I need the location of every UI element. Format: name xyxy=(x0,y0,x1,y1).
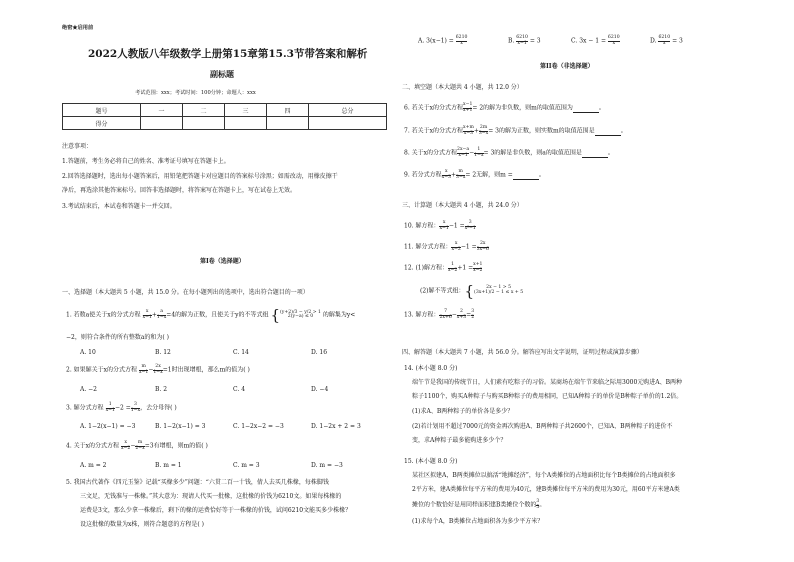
q14-line-d: (2)若计划用不超过7000元的资金再次购进A、B两种粽子共2600个，已知A、B两种粽子的进价不 xyxy=(412,423,673,430)
q15-text-c: 摊位的个数恰好是用同样面积建B类摊位个数的 xyxy=(412,501,537,509)
question-13: 13. 解方程： $\frac{7}{2x+6}$ − $\frac{2}{x+3}$ = $\frac{3}{2}$ xyxy=(404,309,475,320)
exam-info: 考试范围：xxx；考试时间：100分钟；命题人：xxx xyxy=(135,90,256,96)
note-2b: 净后，再选涂其他答案标号。回答非选择题时，将答案写在答题卡上，写在试卷上无效。 xyxy=(62,187,297,194)
question-8: 8. 关于x的分式方程 $\frac{2x-a}{x-1}$ − $\frac{1}{1-x}$ = 3的解是非负数，则a的取值范围是 。 xyxy=(404,147,614,158)
q5-line-d: 设这批椽的数量为x株，则符合题意的方程是( ) xyxy=(80,521,204,528)
q5-option-d[interactable] xyxy=(650,36,683,46)
q14-line-a: 端午节是我国的传统节日，人们素有吃粽子的习俗。某商场在端午节来临之际用3000元购进A、B两种 xyxy=(412,379,683,386)
fraction xyxy=(456,36,468,46)
fraction: $\frac{2}{x+3}$ xyxy=(456,309,467,320)
q7-text-a: 7. 若关于x的分式方程 xyxy=(404,127,464,135)
q14-line-c: (1)求A、B两种粽子的单价各是多少？ xyxy=(412,408,514,415)
brace-icon: { xyxy=(464,282,475,300)
score-value-cell[interactable] xyxy=(140,117,182,130)
solve-heading: 四、解答题（本大题共 7 小题，共 56.0 分。解答应写出文字说明，证明过程或演算步骤） xyxy=(402,349,643,356)
q10-text: 10. 解方程： xyxy=(404,222,440,230)
q5-option-d-suffix: = 3 xyxy=(672,37,683,45)
q4-text-a: 4. 关于x的分式方程 xyxy=(66,442,120,450)
fraction: $\frac{3}{\text{x²−1}}$ xyxy=(464,220,476,231)
q5-option-d-label: D. xyxy=(650,37,657,45)
score-header-cell: 二 xyxy=(182,104,224,117)
q1-text-c: 的解集为y< xyxy=(322,311,356,319)
fraction: $\frac{x+m}{x-3}$ xyxy=(463,125,474,136)
question-6: 6. 若关于x的分式方程 $\frac{x-1}{x+1}$ = 2的解为非负数，则m的取值范围为 。 xyxy=(404,102,605,113)
q4-option-a[interactable]: A. m = 2 xyxy=(80,462,107,469)
fraction: $\frac{1}{1-x}$ xyxy=(474,147,484,158)
q3-option-d[interactable]: D. 1−2x + 2 = 3 xyxy=(311,423,361,430)
q15-line-a: 某社区拟建A，B两类摊位以搞活“地摊经济”，每个A类摊位的占地面积比每个B类摊位的占地面积多 xyxy=(412,472,676,479)
fraction: $\frac{3}{1-x}$ xyxy=(130,402,141,413)
fraction: $\frac{x+1}{x-2}$ xyxy=(473,262,483,273)
fraction: $\frac{2x}{1-x}$ xyxy=(153,364,163,375)
q14-title: 14. (本小题 8.0 分) xyxy=(404,365,458,372)
q4-option-b[interactable]: B. m = 1 xyxy=(155,462,182,469)
q5-line-c: 运费是3文，那么少拿一株椽后，剩下的椽的运费恰好等于一株椽的价钱，试问6210文能买多少株椽？ xyxy=(80,507,352,514)
question-10: 10. 解方程： $\frac{x}{x-1}$ −1 = $\frac{3}{\text{x²−1}}$ xyxy=(404,220,476,231)
q4-option-c[interactable]: C. m = 3 xyxy=(233,462,260,469)
q3-option-b[interactable]: B. 1−2(x−1) = 3 xyxy=(155,423,206,430)
q1-text-b: =4的解为正数，且使关于y的不等式组 xyxy=(166,311,269,319)
q5-option-c-label: C. 3x − 1 = xyxy=(571,37,606,45)
score-header-row xyxy=(63,104,387,117)
score-header-cell: 总分 xyxy=(309,104,387,117)
fraction-den: x xyxy=(456,41,468,47)
question-11: 11. 解分式方程： $\frac{x}{x-2}$ −1 = $\frac{2x}{3x-6}$ xyxy=(404,241,489,252)
fraction-num: 6210 xyxy=(658,35,671,40)
fraction-num: 6210 xyxy=(516,35,528,40)
question-1: 1. 若数a使关于x的分式方程 $\frac{x}{x-1}$ + $\frac{a}{1-x}$ =4的解为正数，且使关于y的不等式组 { (y+2)/3 − y/2 > 1 2(y−a) ≤ 0 的解集为y< xyxy=(66,306,356,325)
q12b-text: (2)解不等式组： xyxy=(420,287,465,295)
q1-option-c[interactable]: C. 14 xyxy=(233,349,249,356)
q7-text-b: = 3的解为正数，则实数m的取值范围是 xyxy=(488,127,595,135)
page-title: 2022人教版八年级数学上册第15章第15.3节带答案和解析 xyxy=(88,48,368,60)
fraction: $\frac{3}{2}$ xyxy=(471,309,475,320)
q2-option-a[interactable]: A. −2 xyxy=(80,386,97,393)
question-12b xyxy=(420,282,524,300)
score-value-cell[interactable] xyxy=(267,117,309,130)
q13-text: 13. 解方程： xyxy=(404,311,440,319)
score-header-cell: 一 xyxy=(140,104,182,117)
secret-label: 绝密★启用前 xyxy=(62,25,94,31)
brace-icon: { xyxy=(270,306,281,325)
question-9: 9. 若分式方程 $\frac{x}{x-3}$ + $\frac{m}{3-x}$ = 2无解，则m = 。 xyxy=(404,169,545,180)
page-subtitle: 副标题 xyxy=(210,69,234,79)
fraction-den: x xyxy=(658,41,670,47)
fraction: $\frac{a}{1-x}$ xyxy=(156,309,167,320)
question-12a: 12. (1)解方程： $\frac{1}{x-2}$ +1 = $\frac{x+1}{x-2}$ xyxy=(404,262,483,273)
q2-text-b: =1时出现增根，那么m的值为( ) xyxy=(162,366,250,374)
fraction: $\frac{2x}{3x-6}$ xyxy=(476,241,489,252)
fraction: $\frac{2m}{3-x}$ xyxy=(478,125,489,136)
section2-title: 第II卷（非选择题） xyxy=(540,63,594,70)
note-1: 1.答题前，考生务必将自己的姓名、准考证号填写在答题卡上。 xyxy=(62,158,230,165)
fraction xyxy=(516,36,528,46)
inequality-system: (y+2)/3 − y/2 > 1 2(y−a) ≤ 0 xyxy=(280,309,321,320)
q1-option-a[interactable]: A. 10 xyxy=(80,349,96,356)
q5-option-b[interactable] xyxy=(508,36,541,46)
q5-option-a-label: A. 3(x−1) = xyxy=(418,37,454,45)
inequality-system: 2x − 1 > 5 (3x+1)/2 − 1 ≤ x + 5 xyxy=(474,285,524,295)
note-2a: 2.回答选择题时，选出每小题答案后，用铅笔把答题卡对应题目的答案标号涂黑；如需改动，用橡皮擦干 xyxy=(62,173,338,180)
q2-option-b[interactable]: B. 2 xyxy=(155,386,168,393)
calc-heading: 三、计算题（本大题共 4 小题，共 24.0 分） xyxy=(402,202,523,209)
q15-line-b: 2平方米，建A类摊位每平方米的费用为40元，建B类摊位每平方米的费用为30元，用60平方米建A类 xyxy=(412,486,680,493)
q12a-text: 12. (1)解方程： xyxy=(404,264,448,272)
fraction: $\frac{x}{x-2}$ xyxy=(120,440,131,451)
q1-option-d[interactable]: D. 16 xyxy=(311,349,328,356)
q15-line-d: (1)求每个A，B类摊位占地面积各为多少平方米？ xyxy=(412,518,544,525)
notes-label: 注意事项： xyxy=(62,143,93,150)
q9-text-b: = 2无解，则m = xyxy=(465,171,513,179)
score-header-cell: 题号 xyxy=(63,104,141,117)
q14-line-b: 粽子1100个，购买A种粽子与购买B种粽子的费用相同，已知A种粽子的单价是B种粽子单价的1.2倍。 xyxy=(412,393,683,400)
q2-option-c[interactable]: C. 4 xyxy=(233,386,246,393)
fraction-num: 6210 xyxy=(607,35,620,40)
fraction: $\frac{m}{x-1}$ xyxy=(138,364,149,375)
note-3: 3.考试结束后，本试卷和答题卡一并交回。 xyxy=(62,203,176,210)
question-2: 2. 如果解关于x的分式方程 $\frac{m}{x-1}$ − $\frac{2x}{1-x}$ =1时出现增根，那么m的值为( ) xyxy=(66,364,250,375)
fraction: $\frac{1}{x-2}$ xyxy=(447,262,458,273)
fraction: $\frac{m}{3-x}$ xyxy=(456,169,466,180)
q14-line-e: 变，求A种粽子最多能购进多少个？ xyxy=(412,437,507,444)
score-value-cell[interactable] xyxy=(309,117,387,130)
fraction-num: 6210 xyxy=(455,35,468,40)
fraction: $\frac{x}{x-3}$ xyxy=(441,169,452,180)
section1-heading: 一、选择题（本大题共 5 小题，共 15.0 分。在每小题列出的选项中，选出符合题目的一项） xyxy=(62,289,309,296)
fill-heading: 二、填空题（本大题共 4 小题，共 12.0 分） xyxy=(402,84,523,91)
fraction: $\frac{m}{2-x}$ xyxy=(135,440,145,451)
answer-blank[interactable] xyxy=(573,105,599,113)
question-4: 4. 关于x的分式方程 $\frac{x}{x-2}$ − $\frac{m}{2-x}$ =3有增根，则m的值( ) xyxy=(66,440,208,451)
score-value-cell[interactable] xyxy=(182,117,224,130)
question-3: 3. 解分式方程 $\frac{1}{x-1}$ −2 = $\frac{3}{1-x}$ ，去分母得( ) xyxy=(66,402,177,413)
score-header-cell: 四 xyxy=(267,104,309,117)
fraction-den: x−1 xyxy=(517,40,527,46)
q3-option-a[interactable]: A. 1−2(x−1) = −3 xyxy=(80,423,136,430)
q9-text-a: 9. 若分式方程 xyxy=(404,171,442,179)
q11-text: 11. 解分式方程： xyxy=(404,243,452,251)
score-value-cell[interactable] xyxy=(224,117,266,130)
fraction xyxy=(608,36,620,46)
score-label-cell: 得分 xyxy=(63,117,141,130)
q2-text-a: 2. 如果解关于x的分式方程 xyxy=(66,366,138,374)
fraction: $\frac{x}{x-2}$ xyxy=(451,241,461,252)
fraction: $\frac{3}{5}$ xyxy=(536,499,540,510)
q2-option-d[interactable]: D. −4 xyxy=(311,386,329,393)
q3-text-a: 3. 解分式方程 xyxy=(66,404,104,412)
q5-line-b: 三文足，无钱准与一株椽。”其大意为：现请人代买一批椽，这批椽的价钱为6210文。如果每株椽的 xyxy=(80,493,342,500)
fraction: $\frac{x}{x-1}$ xyxy=(142,309,152,320)
fraction: $\frac{1}{x-1}$ xyxy=(105,402,115,413)
question-7: 7. 若关于x的分式方程 $\frac{x+m}{x-3}$ + $\frac{2m}{3-x}$ = 3的解为正数，则实数m的取值范围是 。 xyxy=(404,125,627,136)
q5-option-a[interactable] xyxy=(418,36,467,46)
q1-text-d: −2，则符合条件的所有整数a的和为( ) xyxy=(66,334,170,341)
fraction: $\frac{7}{2x+6}$ xyxy=(439,309,452,320)
q8-text-a: 8. 关于x的分式方程 xyxy=(404,149,458,157)
fraction: $\frac{2x-a}{x-1}$ xyxy=(457,147,470,158)
q5-option-c[interactable] xyxy=(571,36,620,46)
section1-title: 第I卷（选择题） xyxy=(200,258,245,265)
fraction xyxy=(658,36,670,46)
q5-option-b-suffix: = 3 xyxy=(529,37,541,45)
fraction: $\frac{x-1}{x+1}$ xyxy=(463,102,473,113)
q5-line-a: 5. 我国古代著作《四元玉鉴》记载“买椽多少”问题：“六贯二百一十钱，倩人去买几株椽，每株脚钱 xyxy=(66,479,329,486)
score-table xyxy=(62,103,387,130)
fraction: $\frac{x}{x-1}$ xyxy=(439,220,449,231)
q3-text-b: ，去分母得( ) xyxy=(140,404,177,412)
q4-option-d[interactable]: D. m = −3 xyxy=(311,462,343,469)
q1-option-b[interactable]: B. 12 xyxy=(155,349,171,356)
answer-blank[interactable] xyxy=(595,128,621,136)
q15-title: 15. (本小题 8.0 分) xyxy=(404,458,458,465)
q8-text-b: = 3的解是非负数，则a的取值范围是 xyxy=(483,149,582,157)
q6-text-a: 6. 若关于x的分式方程 xyxy=(404,104,464,112)
q5-option-b-label: B. xyxy=(508,37,515,45)
answer-blank[interactable] xyxy=(513,172,539,180)
answer-blank[interactable] xyxy=(582,150,608,158)
q1-text-a: 1. 若数a使关于x的分式方程 xyxy=(66,311,141,319)
score-header-cell: 三 xyxy=(224,104,266,117)
score-value-row xyxy=(63,117,387,130)
q3-option-c[interactable]: C. 1−2x−2 = −3 xyxy=(233,423,284,430)
q4-text-b: =3有增根，则m的值( ) xyxy=(144,442,208,450)
fraction-den: x xyxy=(608,41,620,47)
q6-text-b: = 2的解为非负数，则m的取值范围为 xyxy=(472,104,573,112)
q15-line-c: 摊位的个数恰好是用同样面积建B类摊位个数的 $\frac{3}{5}$ 。 xyxy=(412,499,546,510)
